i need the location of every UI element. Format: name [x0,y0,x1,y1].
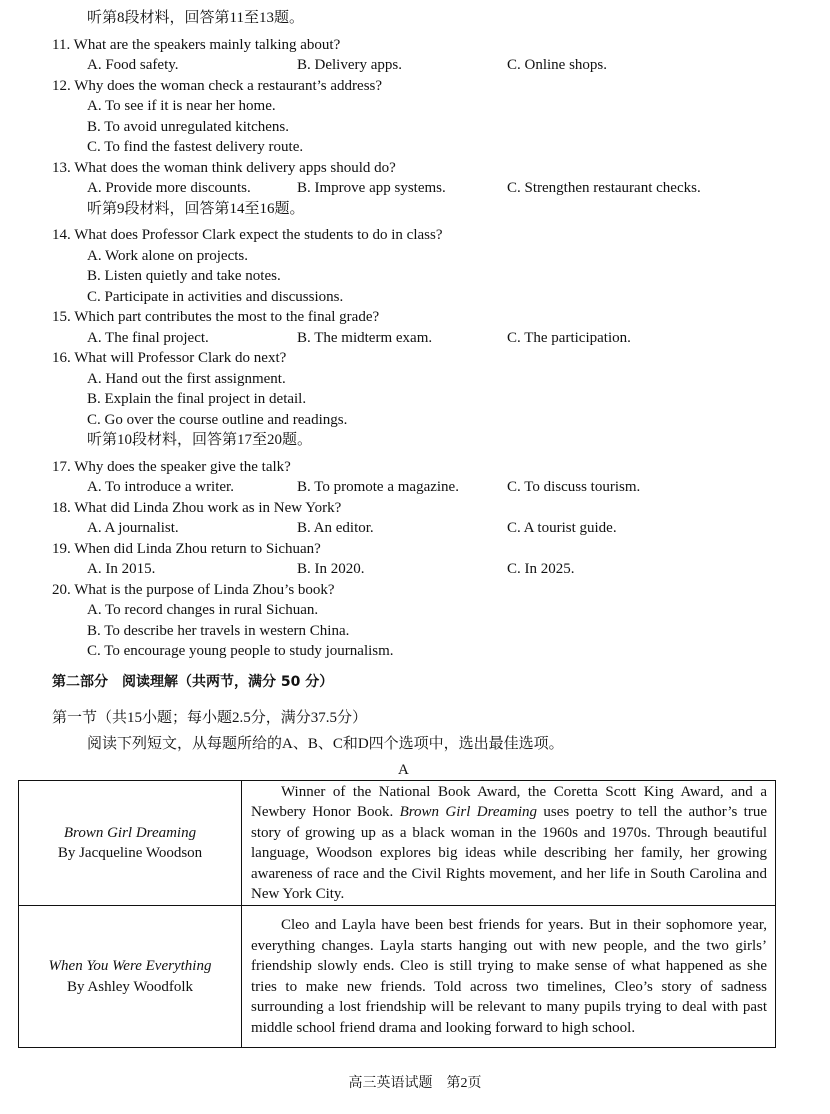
reading-instructions: 阅读下列短文，从每题所给的A、B、C和D四个选项中，选出最佳选项。 [87,736,564,752]
option: A. Work alone on projects. [87,247,248,264]
options-row [0,518,830,539]
option: C. The participation. [507,329,631,346]
listening-section [0,8,830,662]
question-stem: 19. When did Linda Zhou return to Sichuan? [52,540,321,557]
question-stem: 13. What does the woman think delivery apps should do? [52,159,396,176]
book-title: Brown Girl Dreaming [63,824,197,841]
option: C. A tourist guide. [507,520,617,536]
option: B. The midterm exam. [297,329,433,346]
option: A. To see if it is near her home. [87,98,276,114]
book-table [18,780,776,1048]
section-one-title: 第一节（共15小题；每小题2.5分，满分37.5分） [52,710,368,726]
question-stem: 17. Why does the speaker give the talk? [52,458,291,475]
option: A. In 2015. [87,561,156,577]
section-header: 听第9段材料，回答第14至16题。 [87,200,305,217]
option: A. Provide more discounts. [87,180,251,196]
option: C. To discuss tourism. [507,479,641,495]
book-author: By Jacqueline Woodson [57,845,203,861]
section-header: 听第8段材料，回答第11至13题。 [87,10,304,26]
passage-letter: A [398,762,409,778]
question-stem: 16. What will Professor Clark do next? [52,350,287,366]
option: A. To record changes in rural Sichuan. [87,602,319,618]
option: B. In 2020. [297,561,365,577]
option: B. To promote a magazine. [297,479,459,495]
options-row [0,559,830,580]
book-author: By Ashley Woodfolk [66,978,194,995]
option: A. Food safety. [87,57,179,73]
option: B. To describe her travels in western China. [87,622,350,639]
section-header: 听第10段材料，回答第17至20题。 [87,432,313,448]
options-row [0,55,830,76]
desc-text: Winner of the National Book Award, the Coretta Scott King Award, and a Newbery Honor Book. [251,783,767,820]
options-row [0,178,830,199]
option: A. Hand out the first assignment. [87,370,286,387]
desc-text: uses poetry to tell the author’s true story of growing up as a black woman in the 1960s and 1970s. Through beautiful language, Woodson explores big ideas while describing her family, her growing awareness of race and the Civil Rights movement, and her life in South Carolina and New York City. [251,804,767,902]
option: A. To introduce a writer. [87,479,234,495]
options-row [0,477,830,498]
option: C. To encourage young people to study journalism. [87,643,394,659]
table-row [19,781,776,906]
option: B. An editor. [297,520,374,536]
option: A. A journalist. [87,520,179,536]
option: B. Improve app systems. [297,180,446,196]
option: C. To find the fastest delivery route. [87,139,304,155]
book-description [242,781,776,906]
question-stem: 12. Why does the woman check a restaurant’s address? [52,77,383,94]
option: B. To avoid unregulated kitchens. [87,118,289,135]
question-stem: 18. What did Linda Zhou work as in New York? [52,499,342,516]
option: A. The final project. [87,329,209,346]
book-description [242,906,776,1048]
book-title: When You Were Everything [48,958,212,974]
table-row [19,906,776,1048]
desc-text: Cleo and Layla have been best friends for years. But in their sophomore year, everything changes. Layla starts hanging out with new people, and the two girls’ friendship slowly ends. Cleo is still trying to make sense of what happened as she tries to make new friends. Told across two timelines, Cleo’s story of sadness surrounding a lost friendship will be relevant to many pupils trying to deal with past middle school friend drama and looking forward to high school. [251,917,767,1036]
option: B. Explain the final project in detail. [87,391,307,407]
book-cell [19,781,242,906]
question-stem: 11. What are the speakers mainly talking about? [52,36,341,53]
option: B. Delivery apps. [297,57,402,73]
option: C. In 2025. [507,561,575,577]
desc-italic: Brown Girl Dreaming [399,804,538,820]
question-stem: 15. Which part contributes the most to the final grade? [52,309,380,325]
question-stem: 20. What is the purpose of Linda Zhou’s book? [52,581,335,598]
question-stem: 14. What does Professor Clark expect the students to do in class? [52,227,443,243]
options-row [0,328,830,349]
part-two-title: 第二部分 阅读理解（共两节，满分 50 分） [52,674,334,690]
book-cell [19,906,242,1048]
option: C. Go over the course outline and readings. [87,411,348,428]
option: C. Participate in activities and discussions. [87,288,344,305]
page-footer: 高三英语试题 第2页 [348,1076,482,1091]
option: B. Listen quietly and take notes. [87,268,281,284]
option: C. Online shops. [507,57,608,73]
option: C. Strengthen restaurant checks. [507,180,701,196]
